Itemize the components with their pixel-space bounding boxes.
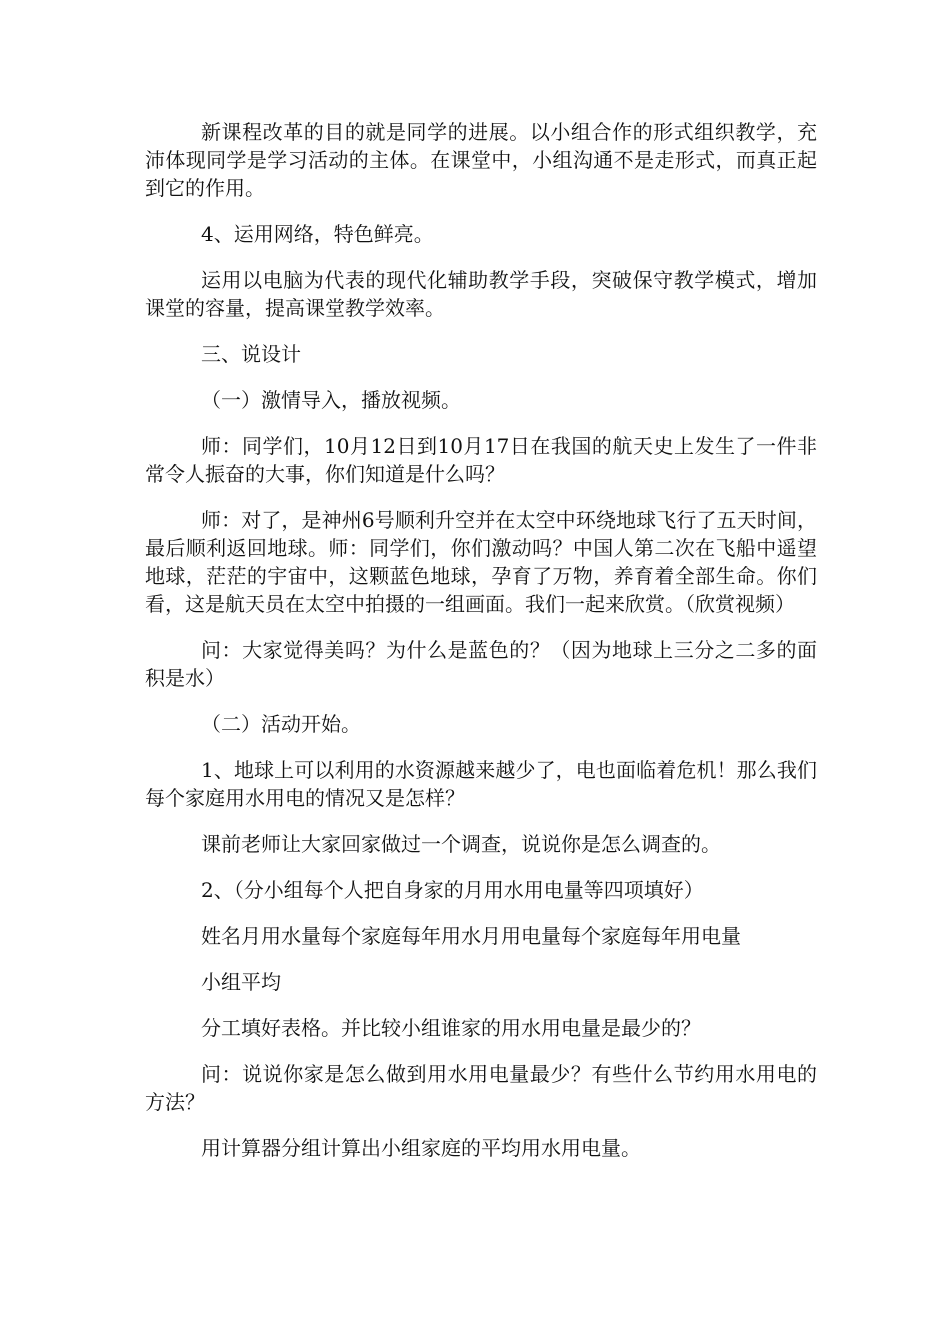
document-page	[145, 118, 817, 1180]
paragraph-survey: 课前老师让大家回家做过一个调查，说说你是怎么调查的。	[201, 832, 721, 856]
paragraph-teacher-2: 师：对了，是神州6号顺利升空并在太空中环绕地球飞行了五天时间，最后顺利返回地球。师：同学们，你们激动吗？中国人第二次在飞船中遥望地球，茫茫的宇宙中，这颗蓝色地球，孕育了万物，养育着全部生命。你们看，这是航天员在太空中拍摄的一组画面。我们一起来欣赏。（欣赏视频）	[145, 508, 817, 616]
paragraph-teacher-1: 师：同学们，10月12日到10月17日在我国的航天史上发生了一件非常令人振奋的大事，你们知道是什么吗？	[145, 434, 817, 486]
paragraph-2: 4、运用网络，特色鲜亮。	[201, 222, 434, 246]
section-heading-design: 三、说设计	[201, 342, 301, 366]
paragraph-fill-table: 分工填好表格。并比较小组谁家的用水用电量是最少的？	[201, 1016, 701, 1040]
paragraph-question-2: 问：说说你家是怎么做到用水用电量最少？有些什么节约用水用电的方法？	[145, 1062, 817, 1114]
paragraph-activity-1: 1、地球上可以利用的水资源越来越少了，电也面临着危机！那么我们每个家庭用水用电的情况又是怎样？	[145, 758, 817, 810]
subsection-heading-2: （二）活动开始。	[201, 712, 361, 736]
paragraph-3: 运用以电脑为代表的现代化辅助教学手段，突破保守教学模式，增加课堂的容量，提高课堂教学效率。	[145, 268, 817, 320]
paragraph-group-average: 小组平均	[201, 970, 281, 994]
paragraph-activity-2: 2、（分小组每个人把自身家的月用水用电量等四项填好）	[201, 878, 704, 902]
subsection-heading-1: （一）激情导入，播放视频。	[201, 388, 461, 412]
paragraph-calculator: 用计算器分组计算出小组家庭的平均用水用电量。	[201, 1136, 641, 1160]
paragraph-table-header: 姓名月用水量每个家庭每年用水月用电量每个家庭每年用电量	[201, 924, 741, 948]
paragraph-1: 新课程改革的目的就是同学的进展。以小组合作的形式组织教学，充沛体现同学是学习活动的主体。在课堂中，小组沟通不是走形式，而真正起到它的作用。	[145, 120, 817, 200]
paragraph-question-1: 问：大家觉得美吗？为什么是蓝色的？（因为地球上三分之二多的面积是水）	[145, 638, 817, 690]
